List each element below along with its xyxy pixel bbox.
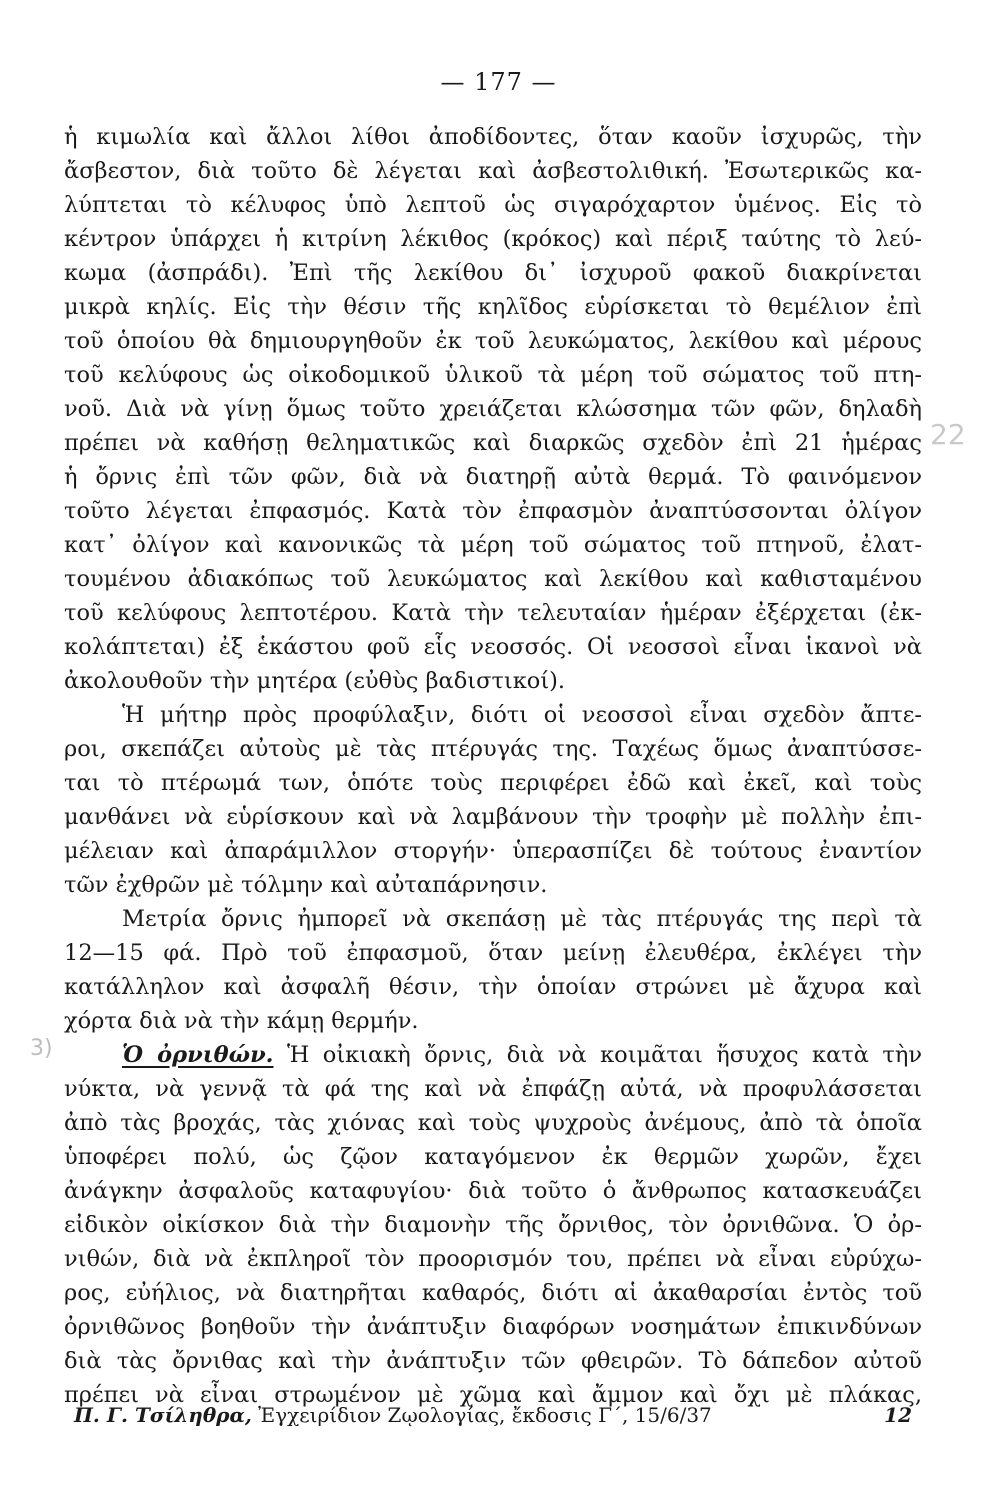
body-text (64, 120, 922, 1412)
section-heading: Ὁ ὀρνιθών. (122, 1042, 274, 1068)
text-line: χόρτα διὰ νὰ τὴν κάμῃ θερμήν. (64, 1008, 419, 1034)
text-line: κατάλληλον καὶ ἀσφαλῆ θέσιν, τὴν ὁποίαν στρώνει μὲ ἄχυρα καὶ (64, 974, 922, 1000)
text-line: νοῦ. Διὰ νὰ γίνῃ ὅμως τοῦτο χρειάζεται κλώσσημα τῶν φῶν, δηλαδὴ (64, 396, 922, 422)
text-line: ὀρνιθῶνος βοηθοῦν τὴν ἀνάπτυξιν διαφόρων νοσημάτων ἐπικινδύνων (64, 1314, 922, 1340)
footer-book: Ἐγχειρίδιον Ζῳολογίας, ἔκδοσις Γ΄, 15/6/37 (258, 1403, 712, 1427)
margin-mark: 3) (30, 1036, 53, 1061)
text-line: τοῦ κελύφους λεπτοτέρου. Κατὰ τὴν τελευταίαν ἡμέραν ἐξέρχεται (ἐκ- (64, 600, 922, 626)
text-line: ἀκολουθοῦν τὴν μητέρα (εὐθὺς βαδιστικοί). (64, 668, 566, 694)
text-line: κολάπτεται) ἐξ ἑκάστου φοῦ εἷς νεοσσός. Οἱ νεοσσοὶ εἶναι ἱκανοὶ νὰ (64, 634, 922, 660)
text-line: λύπτεται τὸ κέλυφος ὑπὸ λεπτοῦ ὡς σιγαρόχαρτον ὑμένος. Εἰς τὸ (64, 192, 922, 218)
text-line: ρος, εὐήλιος, νὰ διατηρῆται καθαρός, διότι αἱ ἀκαθαρσίαι ἐντὸς τοῦ (64, 1280, 922, 1306)
text-line: τῶν ἐχθρῶν μὲ τόλμην καὶ αὐταπάρνησιν. (64, 872, 548, 898)
text-line: Ἡ οἰκιακὴ ὄρνις, διὰ νὰ κοιμᾶται ἥσυχος κατὰ τὴν (287, 1042, 922, 1068)
section-heading-line (64, 1038, 922, 1072)
text-line: πρέπει νὰ καθήσῃ θεληματικῶς καὶ διαρκῶς σχεδὸν ἐπὶ 21 ἡμέρας (64, 430, 922, 456)
text-line: ἄσβεστον, διὰ τοῦτο δὲ λέγεται καὶ ἀσβεστολιθική. Ἐσωτερικῶς κα- (64, 158, 922, 184)
text-line: νύκτα, νὰ γεννᾷ τὰ φά της καὶ νὰ ἐπφάζῃ αὐτά, νὰ προφυλάσσεται (64, 1076, 922, 1102)
text-line: κατ᾽ ὀλίγον καὶ κανονικῶς τὰ μέρη τοῦ σώματος τοῦ πτηνοῦ, ἐλατ- (64, 532, 922, 558)
text-line: τοῦ ὁποίου θὰ δημιουργηθοῦν ἐκ τοῦ λευκώματος, λεκίθου καὶ μέρους (64, 328, 922, 354)
page-number: — 177 — (440, 68, 557, 96)
footer-author: Π. Γ. Τσίληθρα, (74, 1403, 252, 1427)
margin-note: 22 (930, 418, 966, 451)
text-line: Ἡ μήτηρ πρὸς προφύλαξιν, διότι οἱ νεοσσοὶ εἶναι σχεδὸν ἄπτε- (122, 702, 922, 728)
text-line: ροι, σκεπάζει αὐτοὺς μὲ τὰς πτέρυγάς της. Ταχέως ὅμως ἀναπτύσσε- (64, 736, 922, 762)
text-line: μανθάνει νὰ εὑρίσκουν καὶ νὰ λαμβάνουν τὴν τροφὴν μὲ πολλὴν ἐπι- (64, 804, 922, 830)
text-line: εἰδικὸν οἰκίσκον διὰ τὴν διαμονὴν τῆς ὄρνιθος, τὸν ὀρνιθῶνα. Ὁ ὀρ- (64, 1212, 922, 1238)
footer (74, 1403, 912, 1427)
text-line: ἀνάγκην ἀσφαλοῦς καταφυγίου· διὰ τοῦτο ὁ ἄνθρωπος κατασκευάζει (64, 1178, 922, 1204)
text-line: μέλειαν καὶ ἀπαράμιλλον στοργήν· ὑπερασπίζει δὲ τούτους ἐναντίον (64, 838, 922, 864)
text-line: τοῦ κελύφους ὡς οἰκοδομικοῦ ὑλικοῦ τὰ μέρη τοῦ σώματος τοῦ πτη- (64, 362, 922, 388)
text-line: νιθών, διὰ νὰ ἐκπληροῖ τὸν προορισμόν του, πρέπει νὰ εἶναι εὐρύχω- (64, 1246, 922, 1272)
text-line: ται τὸ πτέρωμά των, ὁπότε τοὺς περιφέρει ἐδῶ καὶ ἐκεῖ, καὶ τοὺς (64, 770, 922, 796)
text-line: μικρὰ κηλίς. Εἰς τὴν θέσιν τῆς κηλῖδος εὑρίσκεται τὸ θεμέλιον ἐπὶ (64, 294, 922, 320)
text-line: διὰ τὰς ὄρνιθας καὶ τὴν ἀνάπτυξιν τῶν φθειρῶν. Τὸ δάπεδον αὐτοῦ (64, 1348, 922, 1374)
footer-citation (74, 1403, 712, 1427)
text-line: 12—15 φά. Πρὸ τοῦ ἐπφασμοῦ, ὅταν μείνῃ ἐλευθέρα, ἐκλέγει τὴν (64, 940, 922, 966)
text-line: ἡ κιμωλία καὶ ἄλλοι λίθοι ἀποδίδοντες, ὅταν καοῦν ἰσχυρῶς, τὴν (64, 124, 922, 150)
text-line: τοῦτο λέγεται ἐπφασμός. Κατὰ τὸν ἐπφασμὸν ἀναπτύσσονται ὀλίγον (64, 498, 922, 524)
text-line: τουμένου ἀδιακόπως τοῦ λευκώματος καὶ λεκίθου καὶ καθισταμένου (64, 566, 922, 592)
footer-sheet-number: 12 (884, 1403, 912, 1427)
text-line: πρέπει νὰ εἶναι στρωμένον μὲ χῶμα καὶ ἄμμον καὶ ὄχι μὲ πλάκας, (64, 1382, 922, 1408)
text-line: Μετρία ὄρνις ἠμπορεῖ νὰ σκεπάσῃ μὲ τὰς πτέρυγάς της περὶ τὰ (122, 906, 922, 932)
text-line: ὑποφέρει πολύ, ὡς ζῷον καταγόμενον ἐκ θερμῶν χωρῶν, ἔχει (64, 1144, 922, 1170)
text-line: ἡ ὄρνις ἐπὶ τῶν φῶν, διὰ νὰ διατηρῇ αὐτὰ θερμά. Τὸ φαινόμενον (64, 464, 922, 490)
text-line: ἀπὸ τὰς βροχάς, τὰς χιόνας καὶ τοὺς ψυχροὺς ἀνέμους, ἀπὸ τὰ ὁποῖα (64, 1110, 922, 1136)
text-line: κωμα (ἀσπράδι). Ἐπὶ τῆς λεκίθου δι᾽ ἰσχυροῦ φακοῦ διακρίνεται (64, 260, 922, 286)
text-line: κέντρον ὑπάρχει ἡ κιτρίνη λέκιθος (κρόκος) καὶ πέριξ ταύτης τὸ λεύ- (64, 226, 922, 252)
